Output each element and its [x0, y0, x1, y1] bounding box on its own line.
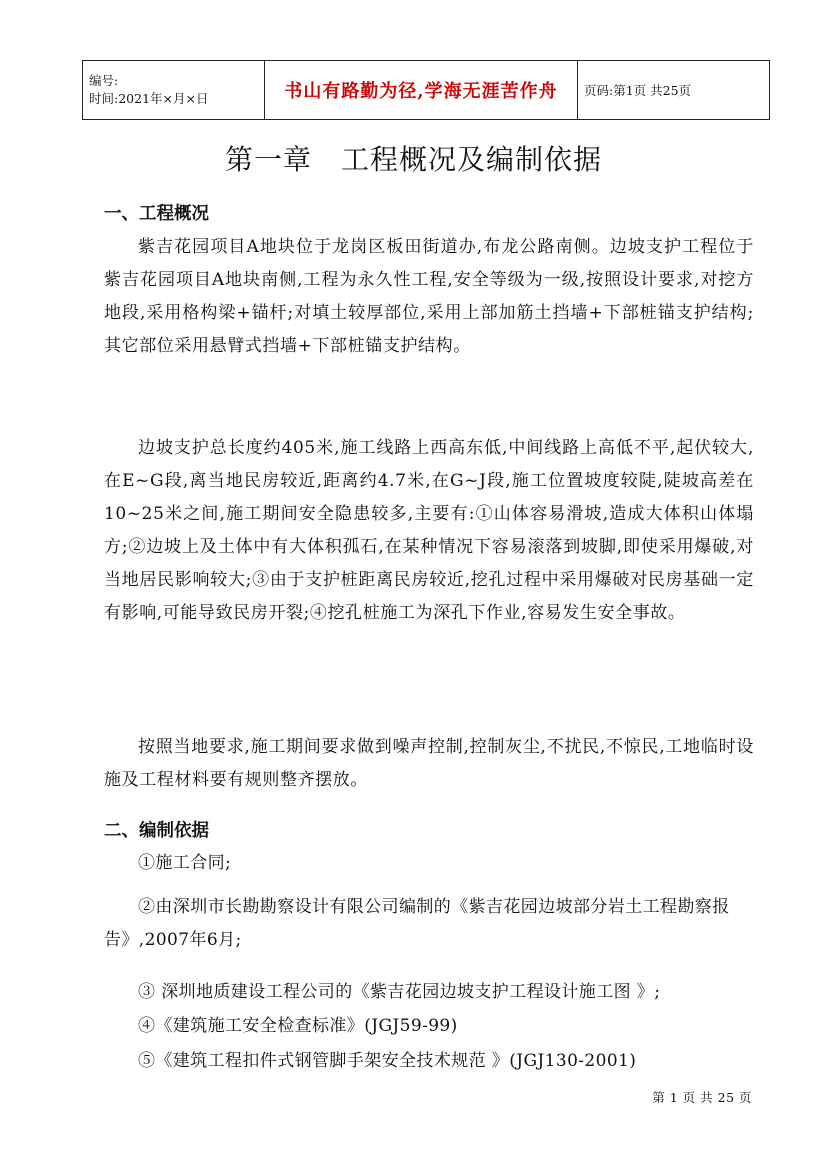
basis-item-3: ③ 深圳地质建设工程公司的《紫吉花园边坡支护工程设计施工图 》;: [138, 982, 661, 1002]
header-page-info: 页码:第1页 共25页: [578, 61, 770, 120]
footer-page-number: 第 1 页 共 25 页: [652, 1090, 752, 1105]
basis-item-4: ④《建筑施工安全检查标准》(JGJ59-99): [138, 1016, 458, 1036]
overview-paragraph-3: 按照当地要求,施工期间要求做到噪声控制,控制灰尘,不扰民,不惊民,工地临时设施及工程材料要有规则整齐摆放。: [104, 737, 754, 790]
section-heading-overview: 一、工程概况: [104, 204, 209, 224]
header-meta-cell: [83, 61, 265, 120]
header-motto: 书山有路勤为径,学海无涯苦作舟: [265, 61, 578, 120]
basis-item-1: ①施工合同;: [138, 853, 232, 873]
section-heading-basis: 二、编制依据: [104, 821, 209, 841]
basis-item-5: ⑤《建筑工程扣件式钢管脚手架安全技术规范 》(JGJ130-2001): [138, 1051, 637, 1071]
chapter-title: 第一章 工程概况及编制依据: [224, 143, 602, 176]
overview-paragraph-2: 边坡支护总长度约405米,施工线路上西高东低,中间线路上高低不平,起伏较大,在E~G段,离当地民房较近,距离约4.7米,在G~J段,施工位置坡度较陡,陡坡高差在10~25米之间,施工期间安全隐患较多,主要有:①山体容易滑坡,造成大体积山体塌方;②边坡上及土体中有大体积孤石,在某种情况下容易滚落到坡脚,即使采用爆破,对当地居民影响较大;③由于支护桩距离民房较近,挖孔过程中采用爆破对民房基础一定有影响,可能导致民房开裂;④挖孔桩施工为深孔下作业,容易发生安全事故。: [104, 438, 754, 623]
basis-item-2: ②由深圳市长勘勘察设计有限公司编制的《紫吉花园边坡部分岩土工程勘察报告》,2007年6月;: [104, 897, 730, 950]
time-label: 时间:2021年×月×日: [89, 91, 209, 106]
document-header: [82, 60, 770, 120]
number-label: 编号:: [89, 73, 119, 88]
overview-paragraph-1: 紫吉花园项目A地块位于龙岗区板田街道办,布龙公路南侧。边坡支护工程位于紫吉花园项目A地块南侧,工程为永久性工程,安全等级为一级,按照设计要求,对挖方地段,采用格构梁+锚杆;对填土较厚部位,采用上部加筋土挡墙+下部桩锚支护结构;其它部位采用悬臂式挡墙+下部桩锚支护结构。: [104, 237, 754, 356]
